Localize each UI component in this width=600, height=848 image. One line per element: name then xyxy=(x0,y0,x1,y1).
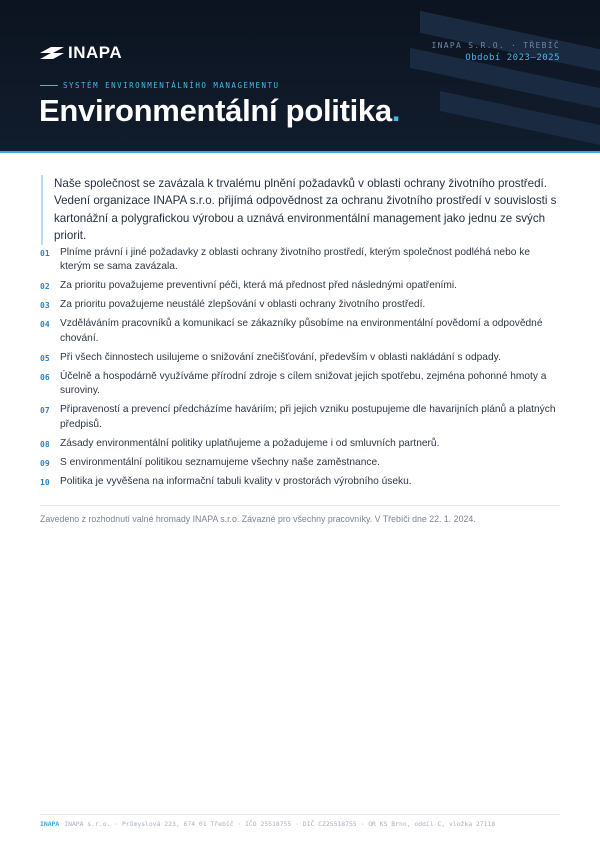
item-text: S environmentální politikou seznamujeme všechny naše zaměstnance. xyxy=(60,456,380,468)
footer-divider xyxy=(40,814,560,815)
page-title-text: Environmentální politika xyxy=(39,93,392,128)
logo-mark-icon xyxy=(40,45,64,61)
item-text: Účelně a hospodárně využíváme přírodní zdroje s cílem snižovat jejich spotřebu, zejména pohonné hmoty a suroviny. xyxy=(60,370,547,397)
item-text: Připraveností a prevencí předcházíme haváriím; při jejich vzniku postupujeme dle havarijních plánů a platných předpisů. xyxy=(60,404,556,430)
header-accent-line xyxy=(0,151,600,153)
page-header xyxy=(0,0,600,151)
item-text: Politika je vyvěšena na informační tabuli kvality v prostorách výrobního úseku. xyxy=(60,475,412,487)
item-number: 08 xyxy=(40,439,50,449)
list-item xyxy=(40,456,560,470)
item-number: 10 xyxy=(40,477,50,487)
list-item xyxy=(40,403,560,432)
item-number: 05 xyxy=(40,353,50,363)
item-text: Plníme právní i jiné požadavky z oblasti ochrany životního prostředí, kterým společnost podléhá nebo ke kterým se sama zavázala. xyxy=(60,247,531,273)
item-text: Vzděláváním pracovníků a komunikací se zákazníky působíme na environmentální povědomí a odpovědné chování. xyxy=(60,318,543,344)
list-item xyxy=(40,351,560,365)
intro-paragraph: Naše společnost se zavázala k trvalému plnění požadavků v oblasti ochrany životního prostředí. Vedení organizace INAPA s.r.o. přijímá odpovědnost za ochranu životního prostředí v souvislosti s kartonážní a polygrafickou výrobou a uznává environmentální management jako jednu ze svých priorit. xyxy=(41,175,564,245)
item-number: 04 xyxy=(40,320,50,330)
page-title xyxy=(39,93,400,129)
list-item xyxy=(40,279,560,293)
company-logo xyxy=(40,43,122,63)
list-item xyxy=(40,246,560,275)
item-text: Za prioritu považujeme preventivní péči, která má přednost před následnými opatřeními. xyxy=(60,280,457,292)
title-accent-dot: . xyxy=(391,93,401,128)
company-location: INAPA S.R.O. · TŘEBÍČ xyxy=(431,41,560,50)
item-number: 02 xyxy=(40,282,50,292)
closing-note: Zavedeno z rozhodnutí valné hromady INAPA s.r.o. Závazné pro všechny pracovníky. V Třebíči dne 22. 1. 2024. xyxy=(40,514,476,524)
list-item xyxy=(40,475,560,489)
kicker-rule xyxy=(40,85,58,86)
logo-wordmark: INAPA xyxy=(68,43,123,62)
page-footer xyxy=(40,820,495,828)
item-number: 01 xyxy=(40,249,50,258)
item-number: 07 xyxy=(40,406,50,416)
item-text: Zásady environmentální politiky uplatňujeme a požadujeme i od smluvních partnerů. xyxy=(60,437,440,449)
footer-details: INAPA s.r.o. · Průmyslová 223, 674 01 Třebíč · IČO 25518755 · DIČ CZ25518755 · OR KS Brno, oddíl C, vložka 27118 xyxy=(64,820,496,828)
item-text: Při všech činnostech usilujeme o snižování znečišťování, především v oblasti nakládání s odpady. xyxy=(60,351,501,363)
list-item xyxy=(40,437,560,451)
validity-period: Období 2023–2025 xyxy=(465,53,560,63)
document-kicker xyxy=(40,81,280,90)
list-item xyxy=(40,317,560,346)
item-number: 09 xyxy=(40,458,50,468)
footer-brand: INAPA xyxy=(40,820,60,828)
item-number: 03 xyxy=(40,301,50,311)
list-item xyxy=(40,370,560,399)
kicker-text: SYSTÉM ENVIRONMENTÁLNÍHO MANAGEMENTU xyxy=(63,81,280,90)
item-number: 06 xyxy=(40,372,50,382)
list-item xyxy=(40,298,560,312)
item-text: Za prioritu považujeme neustálé zlepšování v oblasti ochrany životního prostředí. xyxy=(60,299,426,311)
principles-list xyxy=(40,246,560,494)
section-divider xyxy=(40,505,560,506)
